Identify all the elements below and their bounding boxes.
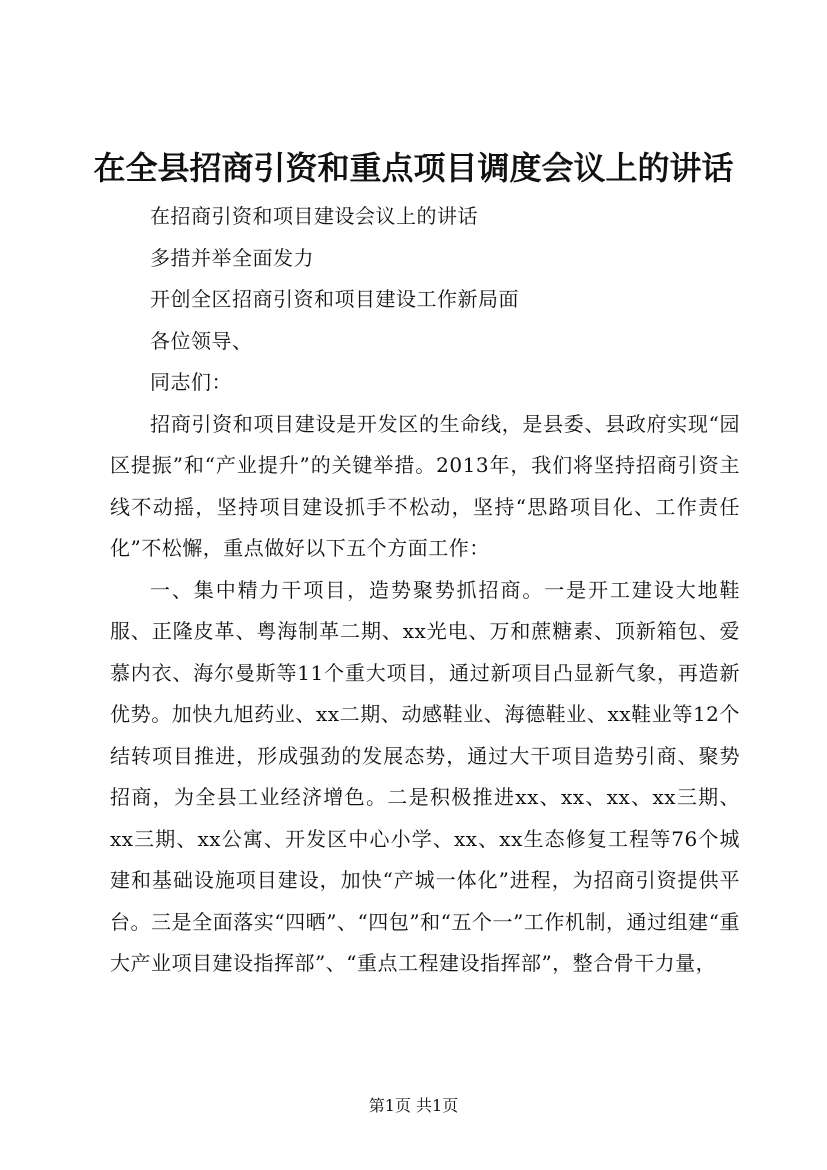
page-footer: 第1页 共1页 — [368, 1096, 459, 1115]
intro-paragraph: 招商引资和项目建设是开发区的生命线，是县委、县政府实现“园区提振”和“产业提升”的关键举措。2013年，我们将坚持招商引资主线不动摇，坚持项目建设抓手不松动，坚持“思路项目化、工作责任化”不松懈，重点做好以下五个方面工作： — [110, 411, 740, 560]
salutation-leaders: 各位领导、 — [150, 328, 253, 353]
document-title: 在全县招商引资和重点项目调度会议上的讲话 — [93, 149, 734, 187]
document-body — [110, 196, 740, 985]
section-one-paragraph: 一、集中精力干项目，造势聚势抓招商。一是开工建设大地鞋服、正隆皮革、粤海制革二期、xx光电、万和蔗糖素、顶新箱包、爱慕内衣、海尔曼斯等11个重大项目，通过新项目凸显新气象，再造新优势。加快九旭药业、xx二期、动感鞋业、海德鞋业、xx鞋业等12个结转项目推进，形成强劲的发展态势，通过大干项目造势引商、聚势招商，为全县工业经济增色。二是积极推进xx、xx、xx、xx三期、xx三期、xx公寓、开发区中心小学、xx、xx生态修复工程等76个城建和基础设施项目建设，加快“产城一体化”进程，为招商引资提供平台。三是全面落实“四晒”、“四包”和“五个一”工作机制，通过组建“重大产业项目建设指挥部”、“重点工程建设指挥部”，整合骨干力量， — [110, 577, 740, 975]
salutation-comrades: 同志们： — [150, 370, 232, 394]
subtitle-line-3: 开创全区招商引资和项目建设工作新局面 — [150, 287, 519, 311]
subtitle-line-2: 多措并举全面发力 — [150, 245, 314, 270]
subtitle-line-1: 在招商引资和项目建设会议上的讲话 — [150, 204, 478, 228]
